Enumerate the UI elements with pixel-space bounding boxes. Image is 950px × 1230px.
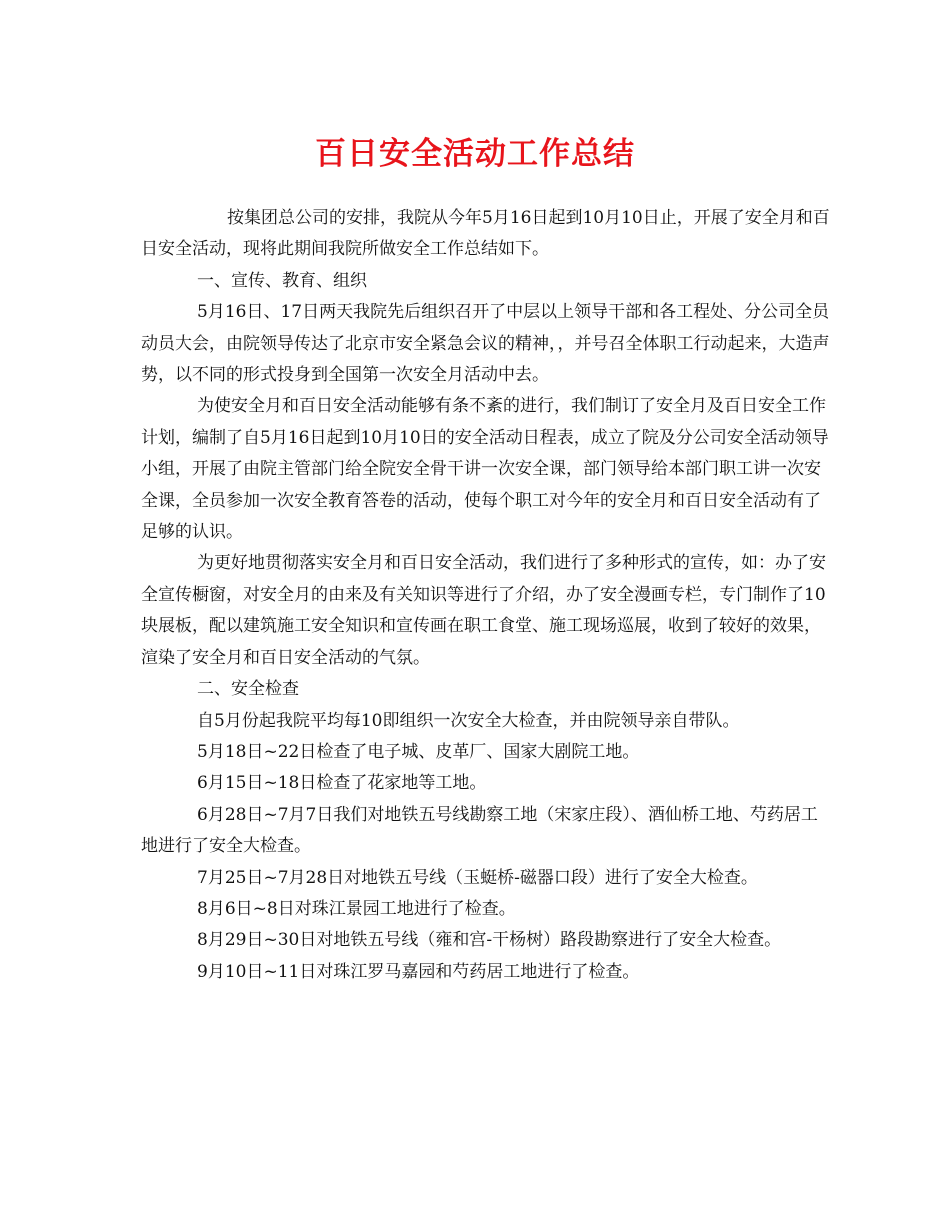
inspection-item: 5月18日~22日检查了电子城、皮革厂、国家大剧院工地。 [197, 741, 640, 762]
paragraph-plan: 为使安全月和百日安全活动能够有条不紊的进行，我们制订了安全月及百日安全工作计划，编制了自5月16日起到10月10日的安全活动日程表，成立了院及分公司安全活动领导小组，开展了由院主管部门给全院安全骨干讲一次安全课，部门领导给本部门职工讲一次安全课，全员参加一次安全教育答卷的活动，使每个职工对今年的安全月和百日安全活动有了足够的认识。 [141, 396, 829, 543]
inspection-item: 9月10日~11日对珠江罗马嘉园和芍药居工地进行了检查。 [197, 961, 640, 982]
section-heading-publicity: 一、宣传、教育、组织 [197, 270, 367, 291]
inspection-item: 6月28日~7月7日我们对地铁五号线勘察工地（宋家庄段）、酒仙桥工地、芍药居工地进行了安全大检查。 [141, 804, 818, 857]
inspection-item: 8月29日~30日对地铁五号线（雍和宫-干杨树）路段勘察进行了安全大检查。 [197, 930, 782, 951]
inspection-item: 7月25日~7月28日对地铁五号线（玉蜓桥-磁器口段）进行了安全大检查。 [197, 867, 758, 888]
paragraph-mobilization: 5月16日、17日两天我院先后组织召开了中层以上领导干部和各工程处、分公司全员动员大会，由院领导传达了北京市安全紧急会议的精神，，并号召全体职工行动起来，大造声势，以不同的形式投身到全国第一次安全月活动中去。 [141, 302, 830, 386]
inspection-item: 8月6日~8日对珠江景园工地进行了检查。 [197, 898, 516, 919]
paragraph-inspection-frequency: 自5月份起我院平均每10即组织一次安全大检查，并由院领导亲自带队。 [197, 710, 740, 731]
document-title: 百日安全活动工作总结 [315, 136, 635, 172]
paragraph-intro: 按集团总公司的安排，我院从今年5月16日起到10月10日止，开展了安全月和百日安全活动，现将此期间我院所做安全工作总结如下。 [141, 208, 830, 260]
section-heading-inspection: 二、安全检查 [197, 679, 299, 700]
paragraph-publicity: 为更好地贯彻落实安全月和百日安全活动，我们进行了多种形式的宣传，如：办了安全宣传橱窗，对安全月的由来及有关知识等进行了介绍，办了安全漫画专栏，专门制作了10块展板，配以建筑施工安全知识和宣传画在职工食堂、施工现场巡展，收到了较好的效果，渲染了安全月和百日安全活动的气氛。 [141, 553, 826, 668]
document-body [141, 203, 831, 988]
inspection-item: 6月15日~18日检查了花家地等工地。 [197, 773, 487, 794]
